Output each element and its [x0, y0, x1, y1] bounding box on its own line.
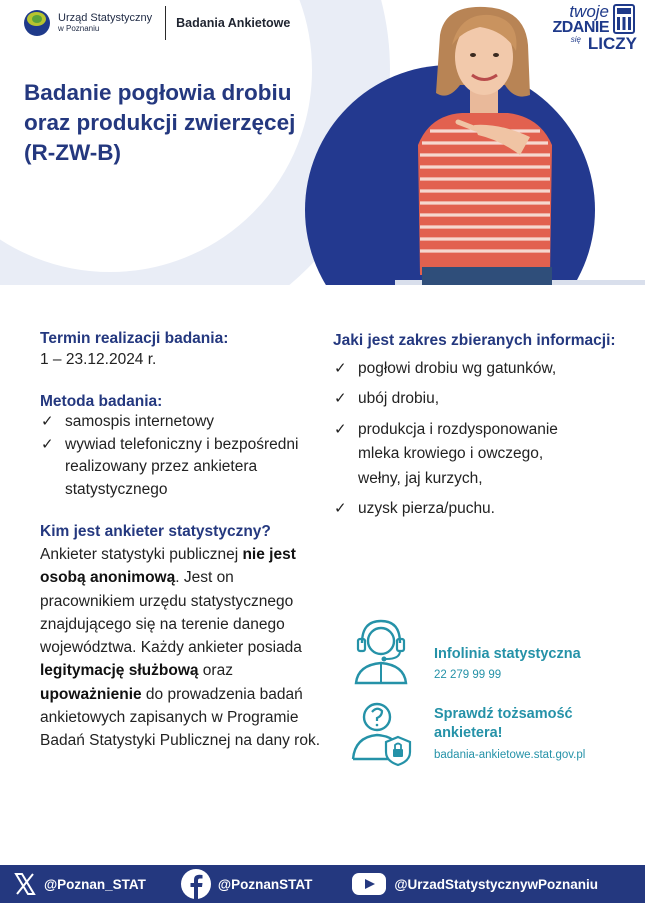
metoda-list [40, 411, 320, 501]
kim-text-3: oraz [198, 662, 233, 680]
verify-title-1: Sprawdź tożsamość [434, 706, 573, 722]
campaign-logo [539, 2, 639, 54]
logo-separator [165, 6, 166, 40]
metoda-heading: Metoda badania: [40, 393, 163, 411]
right-column [333, 332, 633, 521]
facebook-icon [180, 868, 212, 900]
x-handle: @Poznan_STAT [44, 876, 146, 892]
kim-bold-1: nie jest osobą anonimową [40, 546, 296, 587]
section-label: Badania Ankietowe [176, 16, 291, 30]
hotline-title: Infolinia statystyczna [434, 646, 581, 662]
calculator-icon [613, 4, 635, 34]
kim-section [40, 523, 320, 752]
zakres-heading: Jaki jest zakres zbieranych informacji: [333, 332, 616, 349]
contact-section [350, 615, 640, 767]
x-icon [12, 871, 38, 897]
kim-bold-3: upoważnienie [40, 685, 142, 703]
zakres-item-continued: wełny, jaj kurzych, [358, 469, 483, 487]
metoda-section [40, 393, 320, 501]
left-column [40, 330, 320, 774]
termin-heading: Termin realizacji badania: [40, 330, 229, 347]
termin-value: 1 – 23.12.2024 r. [40, 351, 157, 368]
zakres-item-continued: mleka krowiego i owczego, [358, 445, 544, 463]
headset-agent-icon [350, 615, 412, 685]
verify-row [350, 697, 640, 767]
zakres-list [333, 358, 633, 521]
zakres-item: ✓ uzysk pierza/puchu. [333, 498, 633, 520]
zakres-item: ✓ pogłowi drobiu wg gatunków, [333, 358, 633, 380]
title-line1: Badanie pogłowia drobiu [24, 80, 292, 105]
identity-check-icon [350, 697, 412, 767]
office-logo [24, 6, 290, 40]
kim-text-2: . Jest on pracownikiem urzędu statystycznego znajdującego się na terenie danego województwa. Każdy ankieter posiada [40, 569, 302, 657]
facebook-link[interactable] [180, 868, 312, 900]
hero-banner [0, 0, 645, 285]
verify-title-2: ankietera! [434, 724, 503, 741]
kim-heading: Kim jest ankieter statystyczny? [40, 523, 271, 541]
brand-sie: się [570, 35, 581, 44]
page-title [24, 78, 324, 168]
x-link[interactable] [12, 871, 146, 897]
youtube-link[interactable] [350, 871, 598, 897]
logo-mark-icon [24, 10, 50, 36]
social-footer [0, 865, 645, 903]
kim-paragraph [40, 543, 320, 752]
verify-url-link[interactable]: badania-ankietowe.stat.gov.pl [434, 748, 586, 761]
zakres-item: ✓ produkcja i rozdysponowanie [333, 419, 633, 441]
metoda-item: ✓ samospis internetowy [40, 411, 320, 433]
title-line3: (R-ZW-B) [24, 139, 121, 165]
brand-zdanie: ZDANIE [552, 19, 609, 36]
termin-section [40, 330, 320, 371]
kim-text-4: do prowadzenia badań ankietowych zapisanych w Programie Badań Statystyki Publicznej na dany rok. [40, 685, 321, 750]
hotline-number[interactable]: 22 279 99 99 [434, 668, 502, 681]
youtube-icon [350, 871, 388, 897]
brand-liczy: LICZY [587, 34, 637, 53]
youtube-handle: @UrzadStatystycznywPoznaniu [394, 876, 599, 892]
metoda-item: ✓ wywiad telefoniczny i bezpośredni realizowany przez ankietera statystycznego [40, 434, 320, 501]
zakres-item: ✓ ubój drobiu, [333, 388, 633, 410]
hotline-row [350, 615, 640, 685]
facebook-handle: @PoznanSTAT [217, 876, 313, 892]
kim-text-1: Ankieter statystyki publicznej [40, 546, 243, 564]
title-line2: oraz produkcji zwierzęcej [24, 109, 296, 135]
logo-line1: Urząd Statystyczny [58, 12, 153, 25]
brand-twoje: twoje [569, 2, 609, 21]
kim-bold-2: legitymację służbową [40, 662, 199, 680]
logo-line2: w Poznaniu [58, 23, 100, 33]
